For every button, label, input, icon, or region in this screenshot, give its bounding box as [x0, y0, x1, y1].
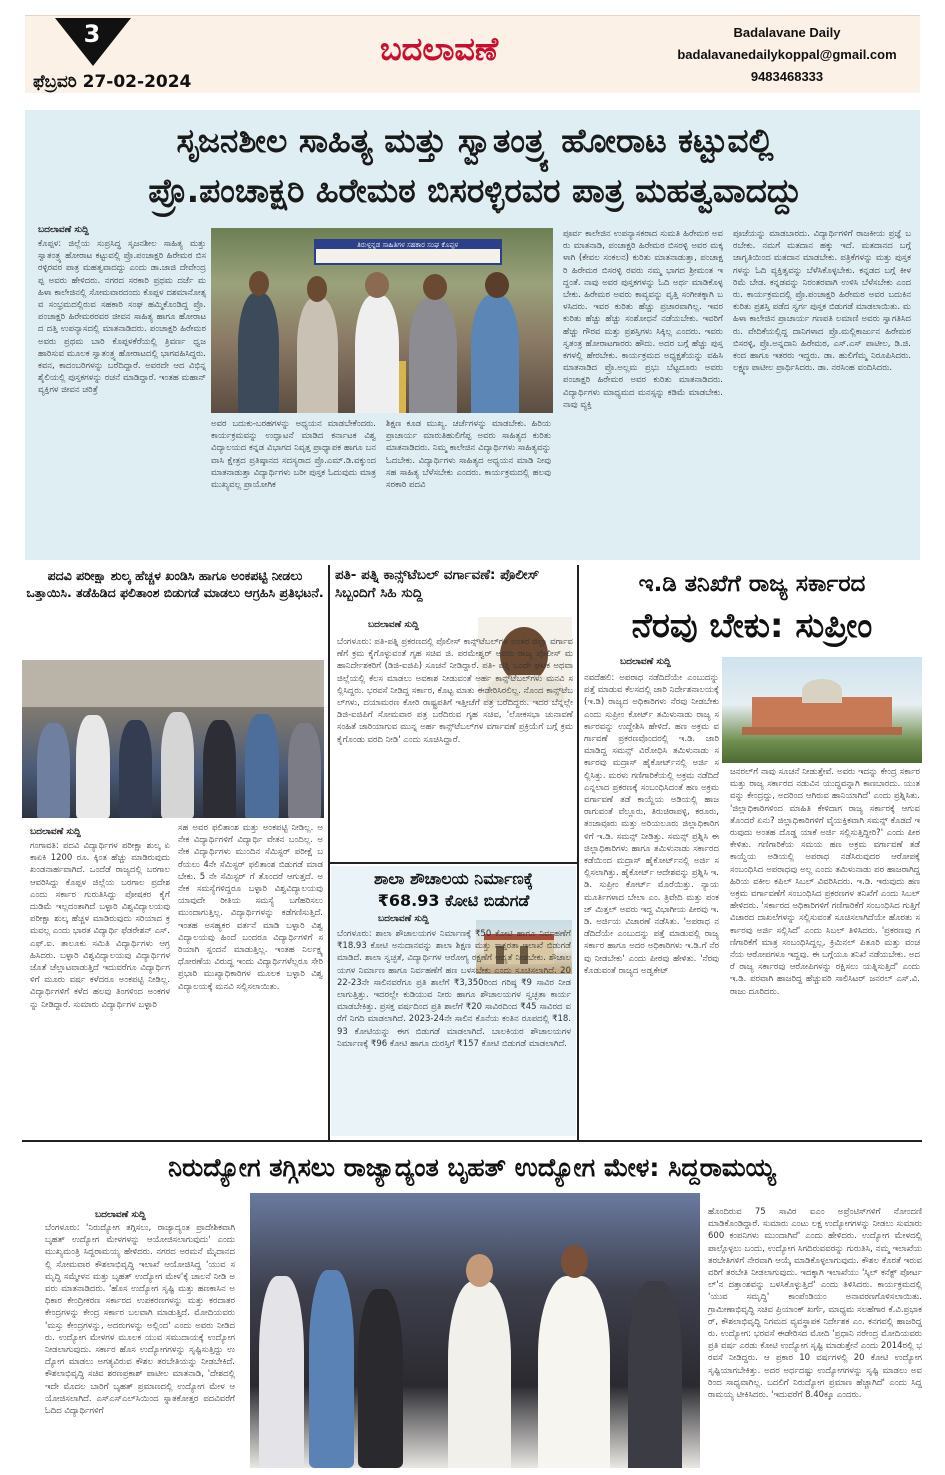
- top-story-column-3: ಶಿಕ್ಷಣ ಕೂಡ ಮುಖ್ಯ. ಚರ್ಚೆಗಳನ್ನು ಮಾಡಬೇಕು. ಹಿರಿಯ ಪ್ರಾಚಾರ್ಯ ಮಾರುತಿಹುಲಿಗೆಪ್ಪ ಅವರು ಸಾಹಿತ್ಯದ ಕುರಿತು ಮಾತನಾಡಿದರು. ನಿಮ್ಮ ಕಾಲೇಜಿನ ವಿದ್ಯಾರ್ಥಿಗಳು ಸಾಹಿತ್ಯವನ್ನು ಓದಬೇಕು. ವಿದ್ಯಾರ್ಥಿಗಳು ಸಾಹಿತ್ಯದ ಅಧ್ಯಯನ ಮಾಡಿ ನೀವು ಸಹ ಸಾಹಿತ್ಯ ಬೆಳೆಸಬೇಕು ಎಂದರು. ಕಾರ್ಯಕ್ರಮದಲ್ಲಿ ಹಲವು ಸರಕಾರಿ ಪದವಿ: [386, 419, 551, 491]
- top-story-column-1: ಕೊಪ್ಪಳ: ಜಿಲ್ಲೆಯ ಸುಪ್ರಸಿದ್ಧ ಸೃಜನಶೀಲ ಸಾಹಿತ್ಯ ಮತ್ತು ಸ್ವಾತಂತ್ರ್ಯ ಹೋರಾಟ ಕಟ್ಟುವಲ್ಲಿ ಪ್ರೊ.ಪಂಚಾಕ್ಷರಿ ಹಿರೇಮಠ ಬಿಸರಳ್ಳಿರವರ ಪಾತ್ರ ಮಹತ್ವವಾದದ್ದು ಎಂದು ಡಾ.ಜಾಜಿ ದೇವೇಂದ್ರಪ್ಪ ಅವರು ಹೇಳಿದರು. ನಗರದ ಸರಕಾರಿ ಪ್ರಥಮ ದರ್ಜೆ ಮಹಿಳಾ ಕಾಲೇಜಿನಲ್ಲಿ ಸೋಮವಾರದಂದು ಕೊಪ್ಪಳ ದಶಮಾನೋತ್ಸವ ಸಂಭ್ರಮದಲ್ಲಿರುವ ಸಹಕಾರಿ ಸಂಘ ಹಮ್ಮಿಕೊಂಡಿದ್ದ ಪ್ರೊ.ಪಂಚಾಕ್ಷರಿ ಹಿರೇಮಠರವರ ಜೀವನ ಸಾಹಿತ್ಯ ಹಾಗೂ ಹೋರಾಟದ ದತ್ತಿ ಉಪನ್ಯಾಸದಲ್ಲಿ ಮಾತನಾಡಿದರು. ಪಂಚಾಕ್ಷರಿ ಹಿರೇಮಠ ಅವರು ಪ್ರಥಮ ಬಾರಿ ಕೊಪ್ಪಳಕೆರೆಯಲ್ಲಿ ತ್ರಿವರ್ಣ ಧ್ವಜ ಹಾರಿಸುವ ಮೂಲಕ ಸ್ವಾತಂತ್ರ್ಯ ಹೋರಾಟದಲ್ಲಿ ಭಾಗವಹಿಸಿದ್ದರು. ಕವನ, ಕಾದಂಬರಿಗಳನ್ನು ಬರೆದಿದ್ದಾರೆ. ಅವರದೇ ಆದ ವಿಭಿನ್ನ ಶೈಲಿಯಲ್ಲಿ ಪುಸ್ತಕಗಳನ್ನು ರಚನೆ ಮಾಡಿದ್ದಾರೆ. ಇಂತಹ ಮಹಾನ್ ವ್ಯಕ್ತಿಗಳ ಜೀವನ ಚರಿತ್ರೆ: [38, 239, 206, 396]
- photo-banner: [314, 239, 502, 265]
- toilet-story-headline-line2: ₹68.93 ಕೋಟಿ ಬಿಡುಗಡೆ: [377, 891, 530, 910]
- top-story-photo: [211, 228, 553, 413]
- photo-person: [355, 295, 399, 413]
- job-fair-column-2: ಹೊಂದಿರುವ 75 ಸಾವಿರ ಐಎಂ ಅಪ್ರೆಂಟಿಸ್‌ಗಳಿಗೆ ನೋಂದಣಿ ಮಾಡಿಕೊಂಡಿದ್ದಾರೆ. ಸುಮಾರು ಎಂಟು ಲಕ್ಷ ಉದ್ಯೋಗಗಳನ್ನು ನೀಡಲು ಸುಮಾರು 600 ಕಂಪನಿಗಳು ಮುಂದಾಗಿವೆ' ಎಂದು ಹೇಳಿದರು. ಉದ್ಯೋಗ ಮೇಳದಲ್ಲಿ ಪಾಲ್ಗೊಳ್ಳಲು ಬಂದು, ಉದ್ಯೋಗ ಸಿಗದಿರುವವರನ್ನು ಗುರುತಿಸಿ, ನಮ್ಮ ಇಲಾಖೆಯ ತರಬೇತಿಗಳಿಗೆ ನೇರವಾಗಿ ಆಯ್ಕೆ ಮಾಡಿಕೊಳ್ಳಲಾಗುವುದು. ಕೌಶಲ ಕೊರತೆ ಇರುವವರಿಗೆ ತರಬೇತಿ ನೀಡಲಾಗುವುದು. ಇದಕ್ಕಾಗಿ ಇಲಾಖೆಯು 'ಸ್ಕಿಲ್ ಕನೆಕ್ಟ್ ಪೋರ್ಟಲ್'ನ ದತ್ತಾಂಶವನ್ನು ಬಳಸಿಕೊಳ್ಳುತ್ತಿದೆ' ಎಂದು ತಿಳಿಸಿದರು. ಕಾರ್ಯಕ್ರಮದಲ್ಲಿ 'ಯುವ ಸಮೃದ್ಧಿ' ಕಾಂಪೆಂಡಿಯಂ ಅನಾವರಣಗೊಳಿಸಲಾಯಿತು. ಗ್ರಾಮೀಣಾಭಿವೃದ್ಧಿ ಸಚಿವ ಪ್ರಿಯಾಂಕ್ ಖರ್ಗೆ, ಮಾಧ್ಯಮ ಸಲಹೆಗಾರ ಕೆ.ವಿ.ಪ್ರಭಾಕರ್, ಕೌಶಲಾಭಿವೃದ್ಧಿ ನಿಗಮದ ವ್ಯವಸ್ಥಾಪಕ ನಿರ್ದೇಶಕ ಎಂ. ಕನಗವಲ್ಲಿ ಹಾಜರಿದ್ದರು. ಉದ್ಯೋಗ: ಭರವಸೆ ಈಡೇರಿಸದ ಮೋದಿ 'ಪ್ರಧಾನಿ ನರೇಂದ್ರ ಮೋದಿಯವರು ಪ್ರತಿ ವರ್ಷ ಎರಡು ಕೋಟಿ ಉದ್ಯೋಗ ಸೃಷ್ಟಿ ಮಾಡುತ್ತೇನೆ ಎಂದು 2014ರಲ್ಲಿ ಭರವಸೆ ನೀಡಿದ್ದರು. ಆ ಪ್ರಕಾರ 10 ವರ್ಷಗಳಲ್ಲಿ 20 ಕೋಟಿ ಉದ್ಯೋಗ ಸೃಷ್ಟಿಯಾಗಬೇಕಿತ್ತು. ಅದರ ಅರ್ಧದಷ್ಟು ಉದ್ಯೋಗಗಳನ್ನು ಸೃಷ್ಟಿ ಮಾಡಲು ಅವರಿಂದ ಸಾಧ್ಯವಾಗಿಲ್ಲ. ಬದಲಿಗೆ ನಿರುದ್ಯೋಗ ಪ್ರಮಾಣ ಹೆಚ್ಚಾಗಿದೆ' ಎಂದು ಸಿದ್ದರಾಮಯ್ಯ ಟೀಕಿಸಿದರು. 'ಇದುವರೆಗೆ 8.40ಕ್ಕೂ ಎಂದರು.: [708, 1207, 922, 1401]
- exam-story-byline: ಬದಲಾವಣೆ ಸುದ್ದಿ: [30, 827, 81, 837]
- exam-story-headline: ಪದವಿ ಪರೀಕ್ಷಾ ಶುಲ್ಕ ಹೆಚ್ಚಳ ಖಂಡಿಸಿ ಹಾಗೂ ಅಂಕಪಟ್ಟಿ ನೀಡಲು ಒತ್ತಾಯಿಸಿ. ತಡೆಹಿಡಿದ ಫಲಿತಾಂಶ ಬಿಡುಗಡೆ ಮಾಡಲು ಆಗ್ರಹಿಸಿ ಪ್ರತಿಭಟನೆ.: [26, 568, 324, 600]
- ed-story-headline-line1: ಇ.ಡಿ ತನಿಖೆಗೆ ರಾಜ್ಯ ಸರ್ಕಾರದ: [638, 571, 866, 597]
- job-fair-headline: ನಿರುದ್ಯೋಗ ತಗ್ಗಿಸಲು ರಾಜ್ಯಾದ್ಯಂತ ಬೃಹತ್ ಉದ್ಯೋಗ ಮೇಳ: ಸಿದ್ದರಾಮಯ್ಯ: [168, 1153, 776, 1182]
- job-fair-photo: [250, 1193, 700, 1468]
- photo-person: [409, 298, 457, 413]
- phone-text: 9483468333: [750, 69, 824, 84]
- issue-date: ಫೆಬ್ರವರಿ 27-02-2024: [33, 72, 192, 92]
- photo-person: [471, 295, 519, 413]
- toilet-story-body: ಬೆಂಗಳೂರು: ಶಾಲಾ ಶೌಚಾಲಯಗಳ ನಿರ್ಮಾಣಕ್ಕೆ ₹50 ಕೋಟಿ ಹಾಗೂ ನಿರ್ವಹಣೆಗೆ ₹18.93 ಕೋಟಿ ಅನುದಾನವನ್ನು ಶಾಲಾ ಶಿಕ್ಷಣ ಮತ್ತು ಸಾಕ್ಷರತಾ ಇಲಾಖೆ ಬಿಡುಗಡೆ ಮಾಡಿದೆ. ಶಾಲಾ ಸ್ವಚ್ಛತೆ, ವಿದ್ಯಾರ್ಥಿಗಳ ಆರೋಗ್ಯ ರಕ್ಷಣೆಗೆ ಆದ್ಯತೆ ನೀಡಬೇಕು. ಶೌಚಾಲಯಗಳ ನಿರ್ಮಾಣ ಹಾಗೂ ನಿರ್ವಹಣೆಗೆ ಹಣ ಬಳಸಬೇಕು ಎಂದು ಸೂಚಿಸಲಾಗಿದೆ. 2022-23ನೇ ಸಾಲಿನವರೆಗೂ ಪ್ರತಿ ಶಾಲೆಗೆ ₹3,350ರಿಂದ ಗರಿಷ್ಠ ₹9 ಸಾವಿರ ನೀಡಲಾಗುತ್ತಿತ್ತು. ಇದರಲ್ಲೇ ಕುಡಿಯುವ ನೀರು ಹಾಗೂ ಶೌಚಾಲಯಗಳ ಸ್ವಚ್ಛತಾ ಕಾರ್ಯ ಮಾಡಬೇಕಿತ್ತು. ಪ್ರಸಕ್ತ ವರ್ಷದಿಂದ ಪ್ರತಿ ಶಾಲೆಗೆ ₹20 ಸಾವಿರದಿಂದ ₹45 ಸಾವಿರದ ವರೆಗೆ ನಿಗದಿ ಮಾಡಲಾಗಿದೆ. 2023-24ನೇ ಸಾಲಿನ ಕೊನೆಯ ಕಂತಿನ ರೂಪದಲ್ಲಿ ₹18.93 ಕೋಟಿಯನ್ನು ಈಗ ಬಿಡುಗಡೆ ಮಾಡಲಾಗಿದೆ. ಬಾಲಕಿಯರ ಶೌಚಾಲಯಗಳ ನಿರ್ಮಾಣಕ್ಕೆ ₹96 ಕೋಟಿ ಹಾಗೂ ದುರಸ್ತಿಗೆ ₹157 ಕೋಟಿ ಬಿಡುಗಡೆ ಮಾಡಲಾಗಿದೆ.: [337, 929, 571, 1049]
- ed-story-headline-line2: ನೆರವು ಬೇಕು: ಸುಪ್ರೀಂ: [631, 606, 873, 646]
- lamp-icon: [399, 361, 406, 413]
- contact-block: [662, 22, 912, 88]
- exam-story-column-2: ಸಹ ಅವರ ಫಲಿತಾಂಶ ಮತ್ತು ಅಂಕಪಟ್ಟಿ ನೀಡಿಲ್ಲ. ಅನೇಕ ವಿದ್ಯಾರ್ಥಿಗಳಿಗೆ ವಿದ್ಯಾರ್ಥಿ ವೇತನ ಬಂದಿಲ್ಲ. ಅನೇಕ ವಿದ್ಯಾರ್ಥಿಗಳು ಮುಂದಿನ ಸೆಮಿಸ್ಟರ್ ಪರೀಕ್ಷೆ ಬರೆಯಲು 4ನೇ ಸೆಮಿಸ್ಟರ್ ಫಲಿತಾಂಶ ಬಿಡುಗಡೆ ಮಾಡಬೇಕು. 5 ನೇ ಸೆಮಿಸ್ಟರ್ ಗೆ ತೊಂದರೆ ಆಗುತ್ತದೆ. ಅನೇಕ ಸಮಸ್ಯೆಗಳಿದ್ದರೂ ಬಳ್ಳಾರಿ ವಿಶ್ವವಿದ್ಯಾಲಯವು ಯಾವುದೇ ರೀತಿಯ ಸಮಸ್ಯೆ ಬಗೆಹರಿಸಲು ಮುಂದಾಗುತ್ತಿಲ್ಲ. ವಿದ್ಯಾರ್ಥಿಗಳನ್ನು ಕಡೆಗಣಿಸುತ್ತಿದೆ. ಇಂತಹ ಅಸಹ್ಯಕರ ವರ್ತನೆ ಮಾಡಿ ಬಳ್ಳಾರಿ ವಿಶ್ವವಿದ್ಯಾಲಯವು ಹಿಂದೆ ಬಂದರೂ ವಿದ್ಯಾರ್ಥಿಗಳಿಗೆ ಸರಿಯಾಗಿ ಸ್ಪಂದನೆ ಮಾಡುತ್ತಿಲ್ಲ. ಇಂತಹ ನಿರ್ಲಕ್ಷ್ಯ ಧೋರಣೆಯ ವಿರುದ್ಧ ಇಂದು ವಿದ್ಯಾರ್ಥಿಗಳೆಲ್ಲರೂ ಸೇರಿ ಪ್ರಭಾರಿ ಮುಖ್ಯಾಧಿಕಾರಿಗಳ ಮೂಲಕ ಬಳ್ಳಾರಿ ವಿಶ್ವವಿದ್ಯಾಲಯಕ್ಕೆ ಮನವಿ ಸಲ್ಲಿಸಲಾಯಿತು.: [178, 823, 323, 992]
- ed-story-column-2: ಜನರಲ್‌ಗೆ ನಾವು ಸೂಚನೆ ನೀಡುತ್ತೇವೆ. ಅವರು ಇದನ್ನು ಕೇಂದ್ರ ಸರ್ಕಾರ ಮತ್ತು ರಾಜ್ಯ ಸರ್ಕಾರದ ನಡುವಿನ ಯುದ್ಧವನ್ನಾಗಿ ಕಾಣಬಾರದು. ಯುತವನ್ನು ಕೇಂದ್ರದ್ದು, ಅದರಿಂದ ಆಗಿರುವ ಹಾನಿಯಾಗಿದೆ' ಎಂದು ಪ್ರಶ್ನಿಸಿತು. 'ಜಿಲ್ಲಾಧಿಕಾರಿಗಳಿಂದ ಮಾಹಿತಿ ಕೇಳಿದಾಗ ರಾಜ್ಯ ಸರ್ಕಾರಕ್ಕೆ ಆಗುವ ತೊಂದರೆ ಏನು? ಜಿಲ್ಲಾಧಿಕಾರಿಗಳಿಗೆ ವೈಯಕ್ತಿಕವಾಗಿ ಸಮನ್ಸ್ ಕೊಡದೆ ಇರುವುದು ಅಂತಹ ದೊಡ್ಡ ಯಾಕೆ ಅರ್ಜಿ ಸಲ್ಲಿಸುತ್ತಿದ್ದೀರಿ?' ಎಂದು ಪೀಠ ಕೇಳಿತು. ಗಣಿಗಾರಿಕೆಯ ಸಮಯ ಹಣ ಅಕ್ರಮ ವರ್ಗಾವಣೆ ತಡೆ ಕಾಯ್ದೆಯ ಅಡಿಯಲ್ಲಿ ಅಪರಾಧ ನಡೆಸಿರುವುದರ ಆರೋಪಕ್ಕೆ ಸಂಬಂಧಿಸಿದ ಅಪರಾಧವು ಅಲ್ಲ ಎಂದು ತಮಿಳುನಾಡು ಪರ ಹಾಜರಾಗಿದ್ದ ಹಿರಿಯ ವಕೀಲ ಕಪಿಲ್ ಸಿಬಲ್ ವಿವರಿಸಿದರು. ಇ.ಡಿ. ಇರುವುದು ಹಣ ಅಕ್ರಮ ವರ್ಗಾವಣೆಗೆ ಸಂಬಂಧಿಸಿದ ಪ್ರಕರಣಗಳ ತನಿಖೆಗೆ ಎಂದು ಸಿಬಲ್ ಹೇಳಿದರು. 'ಸರ್ಕಾರದ ಅಧಿಕಾರಿಗಳಿಗೆ ಗಣಿಗಾರಿಕೆಗೆ ಸಂಬಂಧಿಸಿದ ಗುತ್ತಿಗೆ ವಿಚಾರದ ದಾಖಲೆಗಳನ್ನು ಸಲ್ಲಿಸುವಂತೆ ಸೂಚಿಸಲಾಗಿದೆಯೇ ಹೊರತು ಸರ್ಕಾರವು ಅರ್ಜಿ ಸಲ್ಲಿಸಿದೆ' ಎಂದು ಸಿಬಲ್ ತಿಳಿಸಿದರು. 'ಪ್ರಕರಣವು ಗಣಿಗಾರಿಕೆಗೆ ಮಾತ್ರ ಸಂಬಂಧಿಸಿದ್ದಲ್ಲ, ಕ್ರಿಮಿನಲ್ ಪಿತೂರಿ ಮತ್ತು ವಂಚನೆಯ ಆರೋಪಗಳೂ ಇದ್ದವು. ಈ ಬಗ್ಗೆಯೂ ತನಿಖೆ ನಡೆಯಬೇಕು. ಅದರೆ ರಾಜ್ಯ ಸರ್ಕಾರವು ಆರೋಪಿಗಳನ್ನು ರಕ್ಷಿಸಲು ಯತ್ನಿಸುತ್ತಿದೆ' ಎಂದು ಇ.ಡಿ. ಪರವಾಗಿ ಹಾಜರಿದ್ದ ಹೆಚ್ಚುವರಿ ಸಾಲಿಸಿಟರ್ ಜನರಲ್ ಎಸ್.ವಿ. ರಾಜು ದೂರಿದರು.: [730, 767, 920, 997]
- photo-person: [238, 293, 279, 413]
- page-number: 3: [83, 20, 101, 48]
- ed-story-column-1: ನವದೆಹಲಿ: ಅಪರಾಧ ನಡೆದಿದೆಯೇ ಎಂಬುದನ್ನು ಪತ್ತೆ ಮಾಡುವ ಕೆಲಸದಲ್ಲಿ ಜಾರಿ ನಿರ್ದೇಶನಾಲಯಕ್ಕೆ (ಇ.ಡಿ) ರಾಜ್ಯದ ಅಧಿಕಾರಿಗಳು ನೆರವು ನೀಡಬೇಕು ಎಂದು ಸುಪ್ರೀಂ ಕೋರ್ಟ್ ತಮಿಳುನಾಡು ರಾಜ್ಯ ಸರ್ಕಾರವನ್ನು ಉದ್ದೇಶಿಸಿ ಹೇಳಿದೆ. ಹಣ ಅಕ್ರಮ ವರ್ಗಾವಣೆ ಪ್ರಕರಣವೊಂದರಲ್ಲಿ ಇ.ಡಿ. ಜಾರಿ ಮಾಡಿದ್ದ ಸಮನ್ಸ್ ವಿರೋಧಿಸಿ ತಮಿಳುನಾಡು ಸರ್ಕಾರವು ಮದ್ರಾಸ್ ಹೈಕೋರ್ಟ್‌ನಲ್ಲಿ ಅರ್ಜಿ ಸಲ್ಲಿಸಿತ್ತು. ಮರಳು ಗಣಿಗಾರಿಕೆಯಲ್ಲಿ ಅಕ್ರಮ ನಡೆದಿದೆ ಎನ್ನಲಾದ ಪ್ರಕರಣಕ್ಕೆ ಸಂಬಂಧಿಸಿದಂತೆ ಹಣ ಅಕ್ರಮ ವರ್ಗಾವಣೆ ತಡೆ ಕಾಯ್ದೆಯ ಅಡಿಯಲ್ಲಿ ಹಾಜರಾಗುವಂತೆ ವೆಲ್ಲೂರು, ತಿರುಚಿರಾಪಳ್ಳಿ, ಕರೂರು, ತಂಜಾವೂರು ಮತ್ತು ಅರಿಯಲೂರು ಜಿಲ್ಲಾಧಿಕಾರಿಗಳಿಗೆ ಇ.ಡಿ. ಸಮನ್ಸ್ ನೀಡಿತ್ತು. ಸಮನ್ಸ್ ಪ್ರಶ್ನಿಸಿ ಈ ಜಿಲ್ಲಾಧಿಕಾರಿಗಳು ಹಾಗೂ ತಮಿಳುನಾಡು ಸರ್ಕಾರದ ಕಡೆಯಿಂದ ಮದ್ರಾಸ್ ಹೈಕೋರ್ಟ್‌ನಲ್ಲಿ ಅರ್ಜಿ ಸಲ್ಲಿಸಲಾಗಿತ್ತು. ಹೈಕೋರ್ಟ್ ಆದೇಶವನ್ನು ಪ್ರಶ್ನಿಸಿ ಇ.ಡಿ. ಸುಪ್ರೀಂ ಕೋರ್ಟ್ ಮೊರೆಯಿತ್ತು. ನ್ಯಾಯಮೂರ್ತಿಗಳಾದ ಬೇಲಾ ಎಂ. ತ್ರಿವೇದಿ ಮತ್ತು ಪಂಕಜ್ ಮಿತ್ತಲ್ ಅವರು ಇದ್ದ ವಿಭಾಗೀಯ ಪೀಠವು ಇ.ಡಿ. ಅರ್ಜಿಯ ವಿಚಾರಣೆ ನಡೆಸಿತು. 'ಅಪರಾಧ ನಡೆದಿದೆಯೇ ಎಂಬುದನ್ನು ಪತ್ತೆ ಮಾಡುವಲ್ಲಿ ರಾಜ್ಯ ಸರ್ಕಾರ ಹಾಗೂ ಅದರ ಅಧಿಕಾರಿಗಳು ಇ.ಡಿ.ಗೆ ನೆರವು ನೀಡಬೇಕು' ಎಂದು ಪೀಠವು ಹೇಳಿತು. 'ನೆರವು ಕೊಡುವಂತೆ ರಾಜ್ಯದ ಅಡ್ವಕೇಟ್: [584, 673, 719, 976]
- exam-story-column-1: ಗಂಗಾವತಿ: ಪದವಿ ವಿದ್ಯಾರ್ಥಿಗಳ ಪರೀಕ್ಷಾ ಶುಲ್ಕ ಏಕಾಏಕಿ 1200 ರೂ. ಕ್ಕಿಂತ ಹೆಚ್ಚು ಮಾಡಿರುವುದು ಖಂಡನಾರ್ಹವಾಗಿದೆ. ಒಂದೆಡೆ ರಾಜ್ಯದಲ್ಲಿ ಬರಗಾಲ ಆವರಿಸಿದ್ದು ಕೊಪ್ಪಳ ಜಿಲ್ಲೆಯ ಬರಗಾಲ ಪ್ರದೇಶ ಎಂದು ಸರ್ಕಾರ ಗುರುತಿಸಿದ್ದು ಪೋಷಕರ ಕೈಗೆ ದುಡಿಮೆ ಇಲ್ಲದಂತಾಗಿದೆ ಬಳ್ಳಾರಿ ವಿಶ್ವವಿದ್ಯಾಲಯವು ಪರೀಕ್ಷಾ ಶುಲ್ಕ ಹೆಚ್ಚಳ ಮಾಡಿರುವುದು ಸರಿಯಾದ ಕ್ರಮವಲ್ಲ ಎಂದು ಭಾರತ ವಿದ್ಯಾರ್ಥಿ ಫೆಡರೇಶನ್ ಎಸ್.ಎಫ್.ಐ. ತಾಲೂಕು ಸಮಿತಿ ವಿದ್ಯಾರ್ಥಿಗಳು ಆಗ್ರಹಿಸಿದರು. ಬಳ್ಳಾರಿ ವಿಶ್ವವಿದ್ಯಾಲಯವು ವಿದ್ಯಾರ್ಥಿಗಳ ಜೊತೆ ಚೆಲ್ಲಾಟವಾಡುತ್ತಿದೆ ಇದುವರೆಗೂ ವಿದ್ಯಾರ್ಥಿಗಳಿಗೆ ಮೂರು ವರ್ಷ ಕಳೆದರೂ ಅಂಕಪಟ್ಟಿ ನೀಡಿಲ್ಲ. ವಿದ್ಯಾರ್ಥಿಗಳಿಗೆ ಕಳೆದ ಹಲವು ತಿಂಗಳಿಂದ ಅಂಕಗಳನ್ನು ನೀಡಿದ್ದಾರೆ. ಸುಮಾರು ವಿದ್ಯಾರ್ಥಿಗಳ ಬಳ್ಳಾರಿ: [30, 841, 170, 1010]
- police-story-byline: ಬದಲಾವಣೆ ಸುದ್ದಿ: [368, 620, 419, 630]
- photo-person: [538, 1276, 610, 1469]
- top-story-column-4: ಪೂರ್ವ ಕಾಲೇಜಿನ ಉಪನ್ಯಾಸಕರಾದ ಸುಮತಿ ಹಿರೇಮಠ ಅವರು ಮಾತನಾಡಿ, ಪಂಚಾಕ್ಷರಿ ಹಿರೇಮಠ ಬಿಸರಳ್ಳಿ ಅವರ ಮಕ್ಕಳಾಗಿ (ಕೇವಲ ಸಂಕಲನ) ಕುರಿತು ಮಾತನಾಡುತ್ತಾ, ಪಂಚಾಕ್ಷರಿ ಹಿರೇಮಠ ಬಿಸರಳ್ಳಿ ರವರು ನಮ್ಮ ಭಾಗದ ಶ್ರೀಮಂತ ಇದ್ದಂತೆ. ನಾವು ಅವರ ಪುಸ್ತಕಗಳನ್ನು ಓದಿ ಅರ್ಥ ಮಾಡಿಕೊಳ್ಳಬೇಕು. ಹಿರೇಮಠ ಅವರು ಕಾವ್ಯವನ್ನು ವೃತ್ತಿ ಸಂಗೀತಕ್ಕಾಗಿ ಬಳಸಿದರು. ಇವರ ಕುರಿತು ಹೆಚ್ಚು ಪ್ರಚಾರವಾಗಿಲ್ಲ. ಇವರ ಕುರಿತು ಹೆಚ್ಚು ಹೆಚ್ಚು ಸಂಶೋಧನೆ ನಡೆಯಬೇಕು. ಇವರಿಗೆ ಹೆಚ್ಚು ಗೌರವ ಮತ್ತು ಪ್ರಶಸ್ತಿಗಳು ಸಿಕ್ಕಿಲ್ಲ ಎಂದರು. ಇವರು ಸ್ವತಂತ್ರ ಹೋರಾಟಗಾರರು ಹೌದು. ಅದರ ಬಗ್ಗೆ ಹೆಚ್ಚು ಪುಸ್ತಕಗಳಲ್ಲಿ ಹೇರಬೇಕು. ಕಾರ್ಯಕ್ರಮದ ಅಧ್ಯಕ್ಷತೆಯನ್ನು ವಹಿಸಿ ಮಾತನಾಡಿದ ಪ್ರೊ.ಅಲ್ಲಮ ಪ್ರಭು ಬೆಟ್ಟದೂರು ಅವರು ಪಂಚಾಕ್ಷರಿ ಹಿರೇಮಠ ಅವರ ಕುರಿತು ಮಾತನಾಡಿದರು. ವಿದ್ಯಾರ್ಥಿಗಳು ಮಾಧ್ಯಮದ ಮನಸ್ಸನ್ನು ಕಡಿಮೆ ಮಾಡಬೇಕು. ನಾವು ವ್ಯಕ್ತಿ: [563, 229, 723, 410]
- toilet-story-byline: ಬದಲಾವಣೆ ಸುದ್ದಿ: [378, 914, 429, 924]
- email-text: badalavanedailykoppal@gmail.com: [677, 47, 897, 62]
- column-divider: [577, 565, 579, 1140]
- photo-person: [297, 298, 338, 413]
- section-divider: [330, 862, 577, 864]
- photo-banner-text: ತಿರುಳ್ಗನ್ನಡ ಸಾಹಿತಿಗಳ ಸಹಕಾರ ಸಂಘ ಕೊಪ್ಪಳ: [357, 241, 459, 250]
- top-story-column-5: ಪೂಜೆಯನ್ನು ಮಾಡಬಾರದು. ವಿದ್ಯಾರ್ಥಿಗಳಿಗೆ ರಾಜಕೀಯ ಪ್ರಜ್ಞೆ ಬರಬೇಕು. ನಮಗೆ ಮತದಾನ ಹಕ್ಕು ಇದೆ. ಮತದಾನದ ಬಗ್ಗೆ ಜಾಗೃತಿಯಿಂದ ಮತದಾನ ಮಾಡಬೇಕು. ಪತ್ರಿಕೆಗಳನ್ನು ಮತ್ತು ಪುಸ್ತಕಗಳನ್ನು ಓದಿ ವ್ಯಕ್ತಿತ್ವವನ್ನು ಬೆಳೆಸಿಕೊಳ್ಳಬೇಕು. ಕನ್ನಡದ ಬಗ್ಗೆ ಕೀಳರಿಮೆ ಬೇಡ. ಕನ್ನಡವನ್ನು ನಿರಂತರವಾಗಿ ಉಳಿಸಿ ಬೆಳೆಸಬೇಕು ಎಂದರು. ಕಾರ್ಯಕ್ರಮದಲ್ಲಿ ಪ್ರೊ.ಪಂಚಾಕ್ಷರಿ ಹಿರೇಮಠ ಅವರ ಬದುಕಿನ ಕುರಿತು ಪ್ರಶಸ್ತಿ ಪಡೆದ ಸ್ವರ್ಗ ಪುಸ್ತಕ ಬಿಡುಗಡೆ ಮಾಡಲಾಯಿತು. ಮಹಿಳಾ ಕಾಲೇಜಿನ ಪ್ರಾಚಾರ್ಯ ಗಣಪತಿ ಲಮಾಣಿ ಅವರು ಸ್ವಾಗತಿಸಿದರು. ವೇದಿಕೆಯಲ್ಲಿದ್ದ ದಾನಿಗಳಾದ ಪ್ರೊ.ಮಲ್ಲಿಕಾರ್ಜುನ ಹಿರೇಮಠ ಬಿಸರಳ್ಳಿ, ಪ್ರೊ.ಅನ್ನದಾನಿ ಹಿರೇಮಠ, ಎಸ್.ಎಸ್ ಪಾಟೀಲ, ಡಿ.ಜಿ. ಕಂದ ಹಾಗೂ ಇತರರು ಇದ್ದರು. ಡಾ. ಹುಲಿಗೆಮ್ಮ ನಿರೂಪಿಸಿದರು. ಲಕ್ಷ್ಮಣ ಪಾಟೀಲ ಪ್ರಾರ್ಥಿಸಿದರು. ಡಾ. ನರಸಿಂಹ ವಂದಿಸಿದರು.: [733, 229, 911, 374]
- supreme-court-photo: [722, 657, 922, 763]
- top-story-column-2: ಅವರ ಬದುಕು-ಬರಹಗಳನ್ನು ಅಧ್ಯಯನ ಮಾಡಬೇಕೆಂದರು. ಕಾರ್ಯಕ್ರಮವನ್ನು ಉದ್ಘಾಟನೆ ಮಾಡಿದ ಕರ್ನಾಟಕ ವಿಶ್ವವಿದ್ಯಾಲಯದ ಕನ್ನಡ ವಿಭಾಗದ ನಿವೃತ್ತ ಪ್ರಾಧ್ಯಾಪಕ ಹಾಗೂ ಬನವಾಸಿ ಕ್ಷೇತ್ರದ ಪ್ರತಿಷ್ಠಾನದ ಸದಸ್ಯರಾದ ಪ್ರೊ.ಎಮ್.ಡಿ.ವಕ್ಕುಂದ ಮಾತನಾಡುತ್ತಾ ವಿದ್ಯಾರ್ಥಿಗಳು ಬರೀ ಪುಸ್ತಕ ಓದುವುದು ಮಾತ್ರ ಮುಖ್ಯವಲ್ಲ ಪ್ರಾಯೋಗಿಕ: [211, 419, 376, 491]
- ed-story-byline: ಬದಲಾವಣೆ ಸುದ್ದಿ: [620, 657, 671, 667]
- job-fair-column-1: ಬೆಂಗಳೂರು: 'ನಿರುದ್ಯೋಗ ತಗ್ಗಿಸಲು, ರಾಜ್ಯಾದ್ಯಂತ ಪ್ರಾದೇಶಿಕವಾಗಿ ಬೃಹತ್ ಉದ್ಯೋಗ ಮೇಳಗಳನ್ನು ಆಯೋಜಿಸಲಾಗುವುದು' ಎಂದು ಮುಖ್ಯಮಂತ್ರಿ ಸಿದ್ದರಾಮಯ್ಯ ಹೇಳಿದರು. ನಗರದ ಅರಮನೆ ಮೈದಾನದಲ್ಲಿ ಸೋಮವಾರ ಕೌಶಲಾಭಿವೃದ್ಧಿ ಇಲಾಖೆ ಆಯೋಜಿಸಿದ್ದ 'ಯುವ ಸಮೃದ್ಧಿ ಸಮ್ಮೇಳನ ಮತ್ತು ಬೃಹತ್ ಉದ್ಯೋಗ ಮೇಳ'ಕ್ಕೆ ಚಾಲನೆ ನೀಡಿ ಅವರು ಮಾತನಾಡಿದರು. 'ಹೊಸ ಉದ್ಯೋಗ ಸೃಷ್ಟಿ ಮತ್ತು ಹಣಕಾಸಿನ ಅಧಿಕಾರ ಕೇಂದ್ರೀಕರಣ ಸರ್ಕಾರದ ಉಪಕರಣಗಳನ್ನು ಮತ್ತು ಕರದಾತರ ಕೇಂದ್ರಗಳನ್ನು ಕೇಂದ್ರ ಸರ್ಕಾರ ಬಲವಾಗಿ ಮಾಡುತ್ತಿದೆ. ಮೋದಿಯವರು 'ಮಸ್ತು ಕೇಂದ್ರಗಳನ್ನು, ಅದರುಗಳನ್ನು ಅಲ್ಲಿಂದ' ಎಂದು ಅವರು ನೀಡಿದರು. ಉದ್ಯೋಗ ಮೇಳಗಳ ಮೂಲಕ ಯುವ ಸಮುದಾಯಕ್ಕೆ ಉದ್ಯೋಗ ನೀಡಲಾಗುವುದು. ಸರ್ಕಾರ ಹೊಸ ಉದ್ಯೋಗಗಳನ್ನು ಸೃಷ್ಟಿಸುತ್ತಿದ್ದು ಉದ್ಯೋಗ ಮಾಡಲು ಅಗತ್ಯವಿರುವ ಕೌಶಲ ತರಬೇತಿಯನ್ನು ನೀಡಬೇಕಿದೆ. ಕೌಶಲಾಭಿವೃದ್ಧಿ ಸಚಿವ ಶರಣಪ್ರಕಾಶ್ ಪಾಟೀಲ ಮಾತನಾಡಿ, 'ದೇಶದಲ್ಲಿ ಇದೇ ಮೊದಲ ಬಾರಿಗೆ ಬೃಹತ್ ಪ್ರಮಾಣದಲ್ಲಿ ಉದ್ಯೋಗ ಮೇಳ ಆಯೋಜಿಸಲಾಗಿದೆ. ಎಸ್ಎಸ್ಎಲ್‌ಸಿಯಿಂದ ಸ್ನಾತಕೋತ್ತರ ಪದವಿವರೆಗೆ ಓದಿದ ವಿದ್ಯಾರ್ಥಿಗಳಿಗೆ: [45, 1223, 235, 1417]
- top-story-headline-line1: ಸೃಜನಶೀಲ ಸಾಹಿತ್ಯ ಮತ್ತು ಸ್ವಾತಂತ್ರ್ಯ ಹೋರಾಟ ಕಟ್ಟುವಲ್ಲಿ: [176, 121, 774, 160]
- photo-person: [448, 1281, 511, 1468]
- police-story-body: ಬೆಂಗಳೂರು: ಪತಿ-ಪತ್ನಿ ಪ್ರಕರಣದಲ್ಲಿ ಪೊಲೀಸ್ ಕಾನ್ಸ್‌ಟೆಬಲ್‌ಗಳ ಅಂತರ ಜಿಲ್ಲಾ ವರ್ಗಾವಣೆಗೆ ಕ್ರಮ ಕೈಗೊಳ್ಳುವಂತೆ ಗೃಹ ಸಚಿವ ಜಿ. ಪರಮೇಶ್ವರ್ ಅವರು ರಾಜ್ಯ ಪೊಲೀಸ್ ಮಹಾನಿರ್ದೇಶಕರಿಗೆ (ಡಿಜಿ-ಐಜಿಪಿ) ಸೂಚನೆ ನೀಡಿದ್ದಾರೆ. ಪತಿ- ಪತ್ನಿ ಒಂದೇ ಘಟಕ ಅಥವಾ ಜಿಲ್ಲೆಯಲ್ಲಿ ಕೆಲಸ ಮಾಡಲು ಅವಕಾಶ ನೀಡುವಂತೆ ಅರ್ಹ ಕಾನ್ಸ್‌ಟೆಬಲ್‌ಗಳು ಮನವಿ ಸಲ್ಲಿಸಿದ್ದರು. ಭರವಸೆ ನೀಡಿದ್ದ ಸರ್ಕಾರ, ಕೊಟ್ಟ ಮಾತು ಈಡೇರಿಸಿರಲಿಲ್ಲ. ನೊಂದ ಕಾನ್ಸ್‌ಟೆಬಲ್‌ಗಳು, ದಯಾಮರಣ ಕೋರಿ ರಾಷ್ಟ್ರಪತಿಗೆ ಇತ್ತೀಚೆಗೆ ಪತ್ರ ಬರೆದಿದ್ದರು. ಇದರ ಬೆನ್ನಲ್ಲೇ ಡಿಜಿ-ಐಜಿಪಿಗೆ ಸೋಮವಾರ ಪತ್ರ ಬರೆದಿರುವ ಗೃಹ ಸಚಿವ, 'ಲೋಕಸಭಾ ಚುನಾವಣೆ ಸಂಹಿತೆ ಜಾರಿಯಾಗುವ ಮುನ್ನ ಅರ್ಹ ಕಾನ್ಸ್‌ಟೆಬಲ್‌ಗಳ ವರ್ಗಾವಣೆ ಪ್ರಕ್ರಿಯೆಗೆ ಬಗ್ಗೆ ಕ್ರಮ ಕೈಗೊಂಡು ವರದಿ ನೀಡಿ' ಎಂದು ಸೂಚಿಸಿದ್ದಾರೆ.: [337, 637, 573, 745]
- toilet-story-headline-line1: ಶಾಲಾ ಶೌಚಾಲಯ ನಿರ್ಮಾಣಕ್ಕೆ: [373, 869, 534, 888]
- police-story-headline: ಪತಿ- ಪತ್ನಿ ಕಾನ್ಸ್‌ಟೆಬಲ್ ವರ್ಗಾವಣೆ: ಪೊಲೀಸ್ ಸಿಬ್ಬಂದಿಗೆ ಸಿಹಿ ಸುದ್ದಿ: [335, 567, 540, 602]
- top-story-byline: ಬದಲಾವಣೆ ಸುದ್ದಿ: [38, 225, 89, 235]
- section-divider: [22, 1140, 922, 1142]
- top-story-headline-line2: ಪ್ರೊ.ಪಂಚಾಕ್ಷರಿ ಹಿರೇಮಠ ಬಿಸರಳ್ಳಿರವರ ಪಾತ್ರ ಮಹತ್ವವಾದದ್ದು: [148, 171, 802, 210]
- column-divider: [328, 565, 330, 1140]
- exam-story-photo: [22, 660, 324, 818]
- job-fair-byline: ಬದಲಾವಣೆ ಸುದ್ದಿ: [95, 1210, 146, 1220]
- english-title: Badalavane Daily: [733, 25, 841, 40]
- newspaper-title: ಬದಲಾವಣೆ: [380, 30, 499, 68]
